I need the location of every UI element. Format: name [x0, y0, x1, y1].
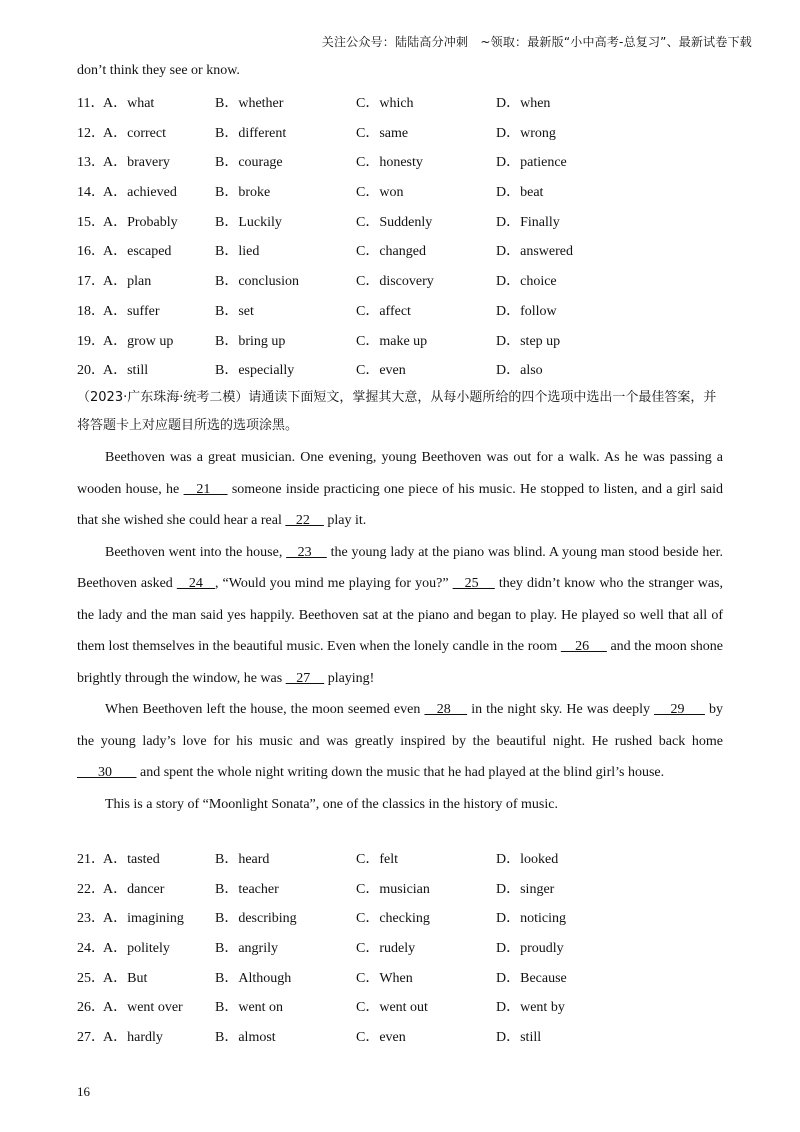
question-number: 16． [77, 244, 105, 260]
option-b: B．lied [215, 244, 260, 260]
text: and the moon shone brightly through the window, he was [77, 639, 724, 686]
option-d: D．Finally [496, 214, 560, 230]
option-b: B．Although [215, 970, 292, 986]
text: Beethoven was a great musician. One evening, young Beethoven was out for a walk. As he was passing a wooden house, he [77, 450, 723, 497]
option-d: D．step up [496, 333, 561, 349]
text: someone inside practicing one piece of his music. He stopped to listen, and a girl said that she wished she could hear a real [77, 481, 724, 528]
question-row [77, 270, 757, 300]
option-c: C．changed [356, 244, 426, 260]
blank-22: 22 [285, 513, 324, 528]
option-d: D．wrong [496, 125, 556, 141]
option-a: A．tasted [103, 852, 160, 867]
question-row [77, 330, 757, 360]
text: they didn’t know who the stranger was, the lady and the man said yes happily. Beethoven sat at the piano and began to play. He played so well that all of them lost themselves in the beautiful music. Even when the lonely candle in the room [77, 576, 723, 654]
option-a: A．dancer [103, 881, 165, 897]
option-d: D．choice [496, 274, 557, 290]
option-c: C．even [356, 363, 406, 379]
option-b: B．bring up [215, 333, 286, 349]
option-a: A．imagining [103, 911, 184, 927]
option-d: D．still [496, 1030, 542, 1046]
option-a: A．escaped [103, 244, 172, 260]
option-b: B．describing [215, 911, 297, 927]
text: , “Would you mind me playing for you?” [215, 576, 453, 591]
question-row [77, 151, 757, 181]
option-a: A．still [103, 363, 149, 379]
question-number: 26． [77, 1000, 105, 1016]
option-d: D．follow [496, 303, 557, 319]
option-a: A．But [103, 970, 148, 986]
section-instructions: （2023·广东珠海·统考二模）请通读下面短文，掌握其大意，从每小题所给的四个选项中选出一个最佳答案，并将答题卡上对应题目所选的选项涂黑。 [77, 390, 717, 433]
question-number: 15． [77, 214, 105, 230]
question-row [77, 181, 757, 211]
continued-text: don’t think they see or know. [77, 63, 240, 78]
text: the young lady at the piano was blind. A young man stood beside her. Beethoven asked [77, 544, 723, 591]
question-number: 22． [77, 881, 105, 897]
option-c: C．rudely [356, 941, 416, 957]
option-c: C．musician [356, 881, 430, 897]
paragraph-3 [77, 694, 723, 789]
option-b: B．broke [215, 185, 271, 201]
option-a: A．correct [103, 125, 166, 141]
option-d: D．answered [496, 244, 573, 260]
option-b: B．courage [215, 155, 283, 171]
option-d: D．Because [496, 970, 567, 986]
option-b: B．almost [215, 1030, 276, 1046]
option-b: B．Luckily [215, 214, 282, 230]
question-row [77, 1026, 757, 1056]
question-number: 25． [77, 970, 105, 986]
option-a: A．grow up [103, 333, 174, 349]
blank-23: 23 [286, 544, 327, 560]
option-d: D．noticing [496, 911, 566, 927]
question-number: 23． [77, 911, 105, 927]
question-number: 19． [77, 333, 105, 349]
question-number: 13． [77, 155, 105, 171]
option-a: A．achieved [103, 185, 177, 201]
question-number: 14． [77, 185, 105, 201]
question-number: 27． [77, 1030, 105, 1046]
paragraph-1 [77, 442, 723, 537]
blank-25: 25 [452, 576, 495, 591]
option-d: D．when [496, 96, 551, 111]
option-a: A．Probably [103, 214, 178, 230]
option-c: C．same [356, 125, 409, 141]
text: by the young lady’s love for his music and was greatly inspired by the beautiful night. He rushed back home [77, 702, 724, 749]
option-a: A．bravery [103, 155, 170, 171]
question-number: 24． [77, 941, 105, 957]
page-number: 16 [77, 1084, 90, 1099]
question-row [77, 907, 757, 937]
option-d: D．singer [496, 881, 555, 897]
option-b: B．heard [215, 852, 270, 867]
question-row [77, 878, 757, 908]
option-b: B．whether [215, 96, 284, 111]
paragraph-4: This is a story of “Moonlight Sonata”, one of the classics in the history of music. [105, 796, 558, 812]
text: in the night sky. He was deeply [467, 702, 655, 717]
question-list-21-27 [77, 848, 757, 1056]
option-a: A．went over [103, 1000, 183, 1016]
option-b: B．set [215, 303, 254, 319]
option-b: B．conclusion [215, 274, 299, 290]
option-d: D．looked [496, 852, 559, 867]
option-d: D．patience [496, 155, 567, 171]
text: Beethoven went into the house, [105, 544, 287, 560]
option-c: C．won [356, 185, 404, 201]
option-c: C．make up [356, 333, 428, 349]
question-list-11-20 [77, 92, 757, 389]
option-b: B．teacher [215, 881, 279, 897]
option-c: C．honesty [356, 155, 423, 171]
option-b: B．different [215, 125, 287, 141]
option-c: C．even [356, 1030, 406, 1046]
text: playing! [324, 670, 375, 686]
question-row [77, 967, 757, 997]
blank-30: 30 [77, 765, 137, 780]
option-a: A．plan [103, 274, 152, 290]
blank-26: 26 [560, 639, 607, 654]
option-a: A．what [103, 96, 155, 111]
option-d: D．also [496, 363, 543, 379]
question-row [77, 848, 757, 878]
question-number: 21． [77, 852, 105, 867]
question-number: 11． [77, 96, 105, 111]
question-number: 12． [77, 125, 105, 141]
text: and spent the whole night writing down the music that he had played at the blind girl’s house. [136, 765, 665, 780]
option-a: A．hardly [103, 1030, 163, 1046]
option-b: B．especially [215, 363, 295, 379]
option-a: A．politely [103, 941, 170, 957]
paragraph-2 [77, 537, 723, 695]
option-c: C．checking [356, 911, 430, 927]
option-a: A．suffer [103, 303, 160, 319]
reading-passage [77, 442, 723, 820]
text: When Beethoven left the house, the moon seemed even [105, 702, 425, 717]
option-c: C．which [356, 96, 414, 111]
option-c: C．affect [356, 303, 411, 319]
blank-29: 29 [654, 702, 705, 717]
page-header: 关注公众号：陆陆高分冲刺 ~领取：最新版“小中高考-总复习”、最新试卷下载 [321, 35, 752, 49]
option-d: D．beat [496, 185, 544, 201]
question-row [77, 996, 757, 1026]
question-row [77, 211, 757, 241]
blank-28: 28 [424, 702, 468, 717]
option-d: D．went by [496, 1000, 565, 1016]
blank-24: 24 [176, 576, 215, 591]
question-number: 20． [77, 363, 105, 379]
question-row [77, 300, 757, 330]
option-c: C．discovery [356, 274, 434, 290]
blank-21: 21 [183, 481, 228, 497]
option-c: C．Suddenly [356, 214, 433, 230]
question-number: 17． [77, 274, 105, 290]
option-c: C．felt [356, 852, 398, 867]
text: play it. [323, 513, 367, 528]
option-d: D．proudly [496, 941, 564, 957]
option-b: B．angrily [215, 941, 278, 957]
question-row [77, 937, 757, 967]
question-number: 18． [77, 303, 105, 319]
blank-27: 27 [285, 670, 325, 686]
option-c: C．When [356, 970, 413, 986]
question-row [77, 240, 757, 270]
option-b: B．went on [215, 1000, 284, 1016]
option-c: C．went out [356, 1000, 428, 1016]
question-row [77, 122, 757, 152]
question-row [77, 92, 757, 122]
